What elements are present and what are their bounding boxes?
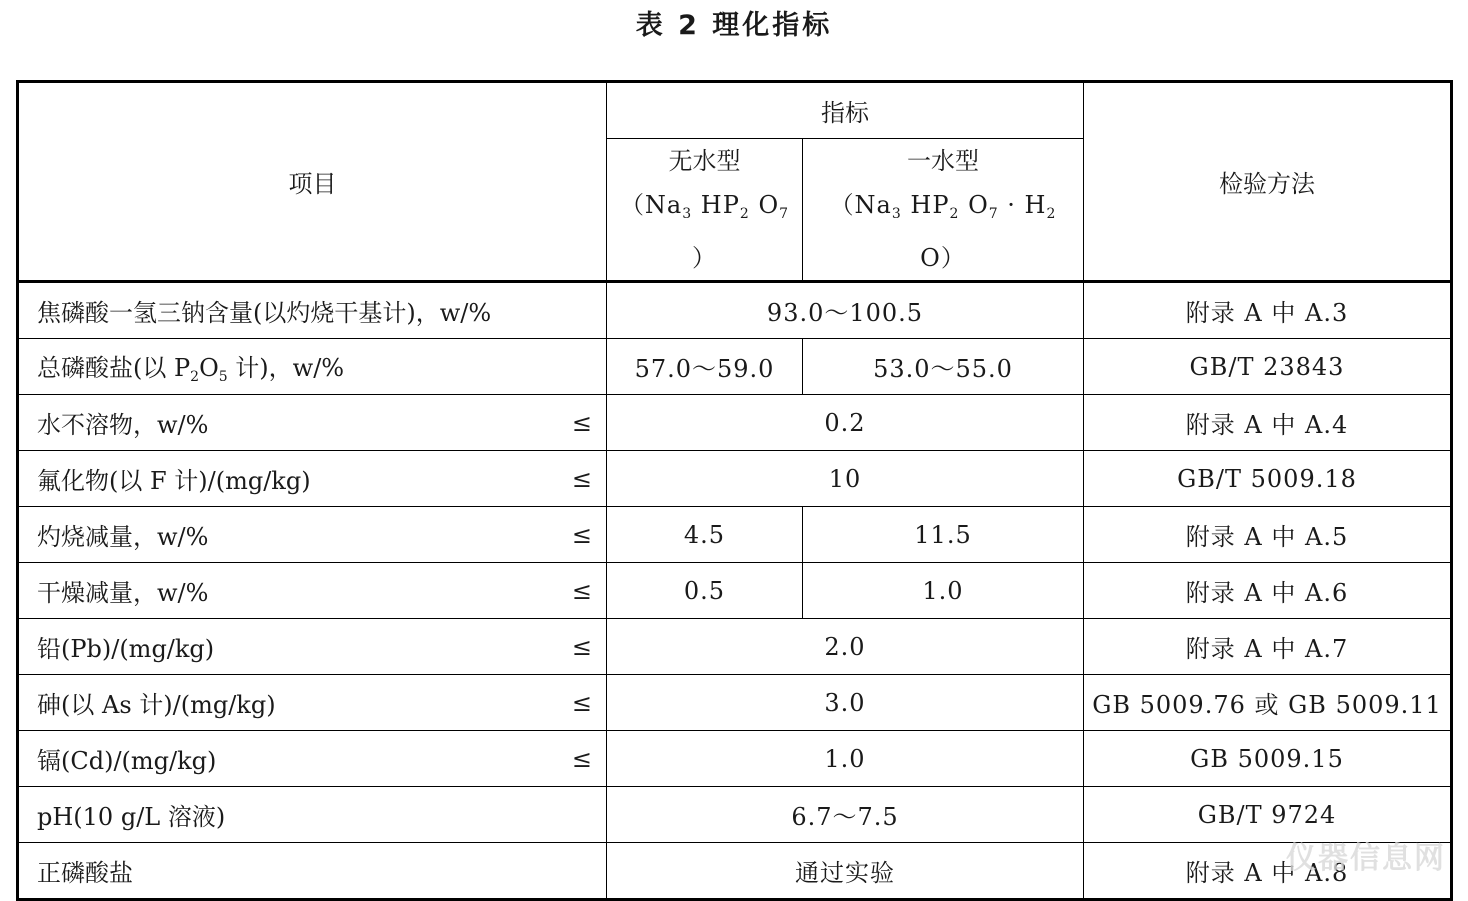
row-value: 1.0: [607, 731, 1084, 787]
row-value-monohydrate: 53.0～55.0: [803, 339, 1084, 395]
table-caption: 表 2 理化指标: [635, 10, 833, 41]
row-name: 水不溶物，w/% ≤: [18, 395, 607, 451]
le-symbol: ≤: [571, 688, 592, 717]
table-row: [18, 787, 1452, 843]
row-value-anhydrous: 4.5: [607, 507, 803, 563]
row-name: 氟化物(以 F 计)/(mg/kg) ≤: [18, 451, 607, 507]
row-value-anhydrous: 57.0～59.0: [607, 339, 803, 395]
header-indicator: 指标: [607, 82, 1084, 139]
watermark: 仪器信息网: [1286, 841, 1446, 876]
le-symbol: ≤: [571, 464, 592, 493]
row-method: GB/T 23843: [1084, 339, 1452, 395]
row-method: GB 5009.76 或 GB 5009.11: [1084, 675, 1452, 731]
table-row: [18, 395, 1452, 451]
row-value: 6.7～7.5: [607, 787, 1084, 843]
header-monohydrate-formula: （$Na_3$ $HP_2$ $O_7 \cdot H_2$ O）: [829, 191, 1057, 272]
table-row: [18, 619, 1452, 675]
row-method: 附录 A 中 A.6: [1084, 563, 1452, 619]
table-row: [18, 282, 1452, 339]
row-method: GB/T 9724: [1084, 787, 1452, 843]
row-name: 总磷酸盐(以 $P_2O_5$ 计)，w/%: [18, 339, 607, 395]
table-row: [18, 675, 1452, 731]
row-method: 附录 A 中 A.5: [1084, 507, 1452, 563]
row-value: 3.0: [607, 675, 1084, 731]
header-anhydrous-name: 无水型: [668, 147, 741, 175]
row-value: 93.0～100.5: [607, 282, 1084, 339]
row-name: 镉(Cd)/(mg/kg) ≤: [18, 731, 607, 787]
row-value: 2.0: [607, 619, 1084, 675]
row-method: 附录 A 中 A.4: [1084, 395, 1452, 451]
row-name: 焦磷酸一氢三钠含量(以灼烧干基计)，w/%: [18, 282, 607, 339]
header-method: 检验方法: [1084, 82, 1452, 282]
row-method: GB/T 5009.18: [1084, 451, 1452, 507]
row-name: 正磷酸盐: [18, 843, 607, 900]
physicochemical-table: [16, 80, 1453, 901]
le-symbol: ≤: [571, 408, 592, 437]
row-name: pH(10 g/L 溶液): [18, 787, 607, 843]
row-value: 0.2: [607, 395, 1084, 451]
table-row: [18, 451, 1452, 507]
table-row: [18, 731, 1452, 787]
header-monohydrate-name: 一水型: [907, 147, 979, 175]
row-method: 附录 A 中 A.7: [1084, 619, 1452, 675]
row-value-monohydrate: 1.0: [803, 563, 1084, 619]
header-anhydrous: [607, 139, 803, 282]
row-method: 附录 A 中 A.3: [1084, 282, 1452, 339]
row-value: 10: [607, 451, 1084, 507]
le-symbol: ≤: [571, 744, 592, 773]
row-method: GB 5009.15: [1084, 731, 1452, 787]
row-value-monohydrate: 11.5: [803, 507, 1084, 563]
row-name: 灼烧减量，w/% ≤: [18, 507, 607, 563]
table-row: [18, 843, 1452, 900]
table-row: [18, 507, 1452, 563]
header-item: 项目: [18, 82, 607, 282]
table-row: [18, 339, 1452, 395]
le-symbol: ≤: [571, 520, 592, 549]
le-symbol: ≤: [571, 576, 592, 605]
header-monohydrate: [803, 139, 1084, 282]
row-value-anhydrous: 0.5: [607, 563, 803, 619]
table-row: [18, 563, 1452, 619]
row-name: 干燥减量，w/% ≤: [18, 563, 607, 619]
row-value: 通过实验: [607, 843, 1084, 900]
row-method: 附录 A 中 A.8: [1084, 843, 1452, 900]
header-anhydrous-formula: （$Na_3$ $HP_2$ $O_7$ ）: [619, 191, 790, 272]
row-name: 砷(以 As 计)/(mg/kg) ≤: [18, 675, 607, 731]
le-symbol: ≤: [571, 632, 592, 661]
row-name: 铅(Pb)/(mg/kg) ≤: [18, 619, 607, 675]
